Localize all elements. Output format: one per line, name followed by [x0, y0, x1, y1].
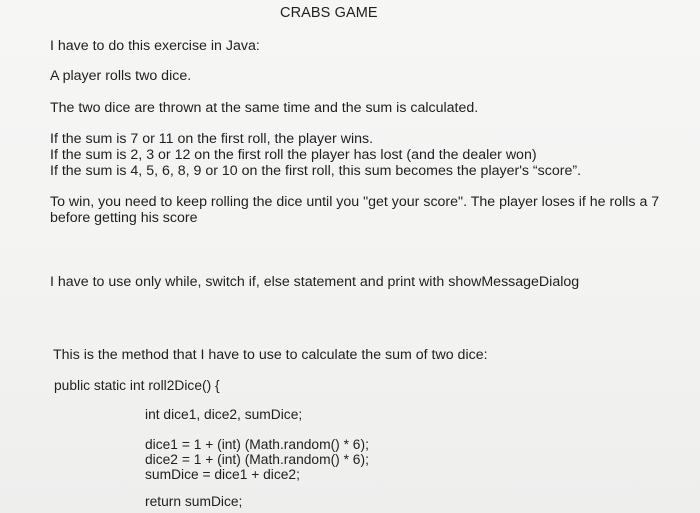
- code-method-signature: public static int roll2Dice() {: [54, 378, 220, 393]
- rule-score: If the sum is 4, 5, 6, 8, 9 or 10 on the first roll, this sum becomes the player's “score”.: [50, 163, 582, 179]
- code-sum-line: sumDice = dice1 + dice2;: [145, 467, 300, 482]
- win-condition-line-1: To win, you need to keep rolling the dice until you "get your score". The player loses if he rolls a 7: [50, 194, 660, 210]
- rule-lose: If the sum is 2, 3 or 12 on the first roll the player has lost (and the dealer won): [50, 147, 537, 163]
- code-declaration: int dice1, dice2, sumDice;: [145, 407, 303, 422]
- code-dice2-line: dice2 = 1 + (int) (Math.random() * 6);: [145, 452, 369, 467]
- win-condition-line-2: before getting his score: [50, 210, 198, 226]
- code-dice1-line: dice1 = 1 + (int) (Math.random() * 6);: [145, 437, 369, 452]
- code-return-line: return sumDice;: [145, 494, 243, 509]
- method-intro-text: This is the method that I have to use to calculate the sum of two dice:: [53, 347, 488, 363]
- intro-text: I have to do this exercise in Java:: [50, 38, 260, 54]
- paragraph-sum-calculated: The two dice are thrown at the same time and the sum is calculated.: [50, 100, 479, 116]
- constraint-text: I have to use only while, switch if, else statement and print with showMessageDialog: [50, 274, 580, 290]
- rule-win: If the sum is 7 or 11 on the first roll, the player wins.: [50, 131, 374, 147]
- document-title: CRABS GAME: [280, 5, 378, 21]
- paragraph-player-rolls: A player rolls two dice.: [50, 68, 192, 84]
